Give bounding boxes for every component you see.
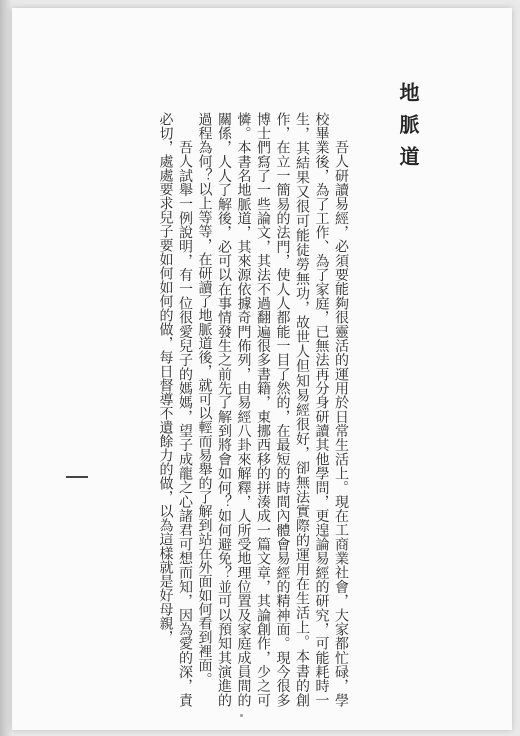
body-text [45, 112, 350, 707]
paragraph-1 [194, 112, 350, 707]
scan-edge [0, 0, 12, 736]
scan-speck [240, 714, 243, 717]
page-title: 地脈道 [396, 82, 420, 178]
document-page [12, 8, 512, 730]
paragraph-1-text: 吾人研讀易經，必須要能夠很靈活的運用於日常生活上。現在工商業社會，大家都忙碌，學校畢業後，為了工作、為了家庭，已無法再分身研讀其他學問，更遑論易經的研究，可能耗時一生，其結果又很可能徒勞無功，故世人但知易經很好，卻無法實際的運用在生活上。本書的創作，在立一簡易的法門，使人人都能一目了然的，在最短的時間內體會易經的精神面。現今很多博士們寫了一些論文，其法不過翻遍很多書籍，東挪西移的拼湊成一篇文章，其論創作，少之可憐。本書名地脈道，其來源依據奇門佈列，由易經八卦來解釋，人所受地理位置及家庭成員間的關係，人人了解後，必可以在事情發生之前先了解到將會如何？如何避免？並可以預知其演進的過程為何？以上等等，在研讀了地脈道後，就可以輕而易舉的了解到站在外面如何看到裡面。 [196, 112, 349, 707]
paragraph-2 [155, 112, 194, 707]
paragraph-2-text: 吾人試舉一例說明，有一位很愛兒子的媽媽，望子成龍之心諸君可想而知，因為愛的深，責必切，處處要求兒子要如何如何的做，每日督導不遺餘力的做，以為這樣就是好母親， [157, 112, 193, 707]
page-number-mark [66, 476, 88, 478]
